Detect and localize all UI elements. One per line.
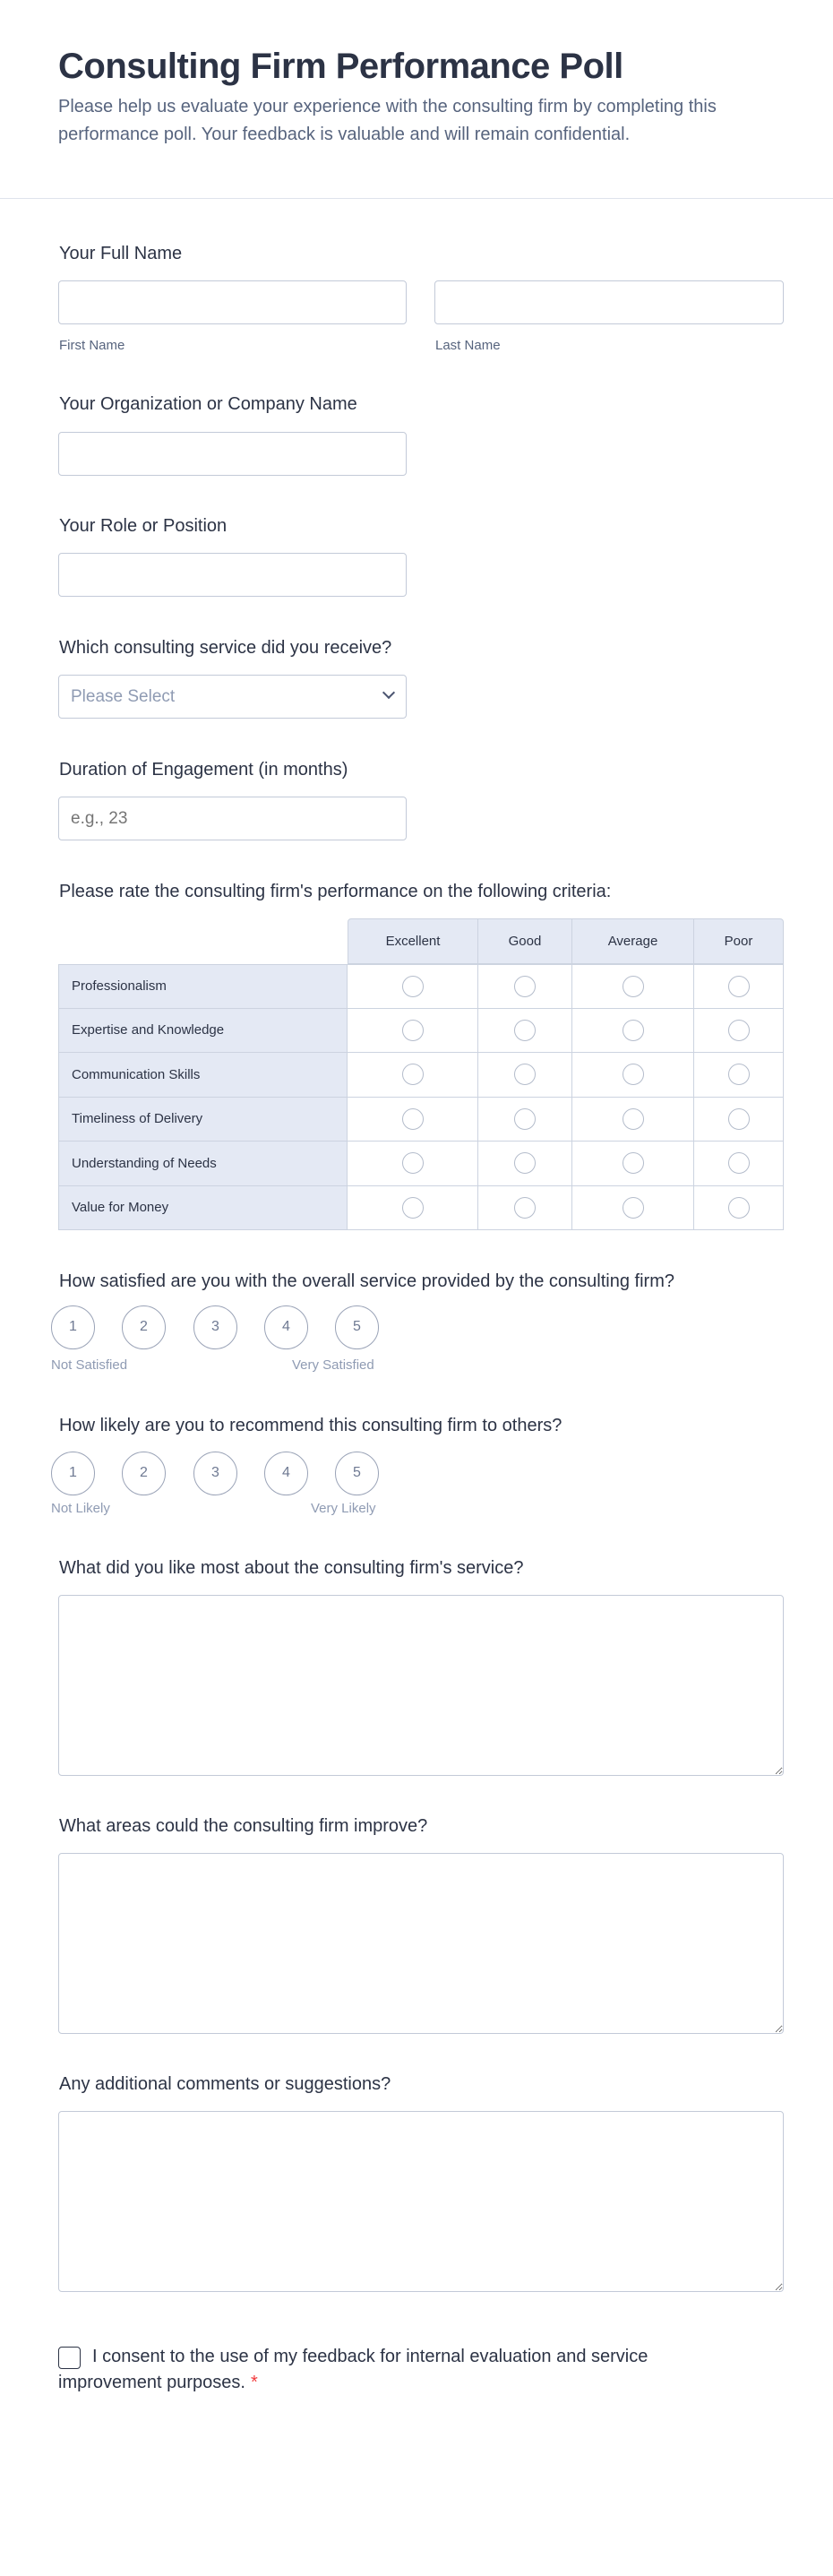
matrix-radio[interactable] [623,1108,644,1130]
matrix-row-label: Value for Money [58,1186,348,1231]
service-label: Which consulting service did you receive? [59,638,392,658]
matrix-row-label: Expertise and Knowledge [58,1009,348,1054]
matrix-col-header: Excellent [348,918,478,964]
matrix-cell [694,1009,784,1054]
organization-label: Your Organization or Company Name [59,394,357,414]
duration-label: Duration of Engagement (in months) [59,760,348,780]
comments-label: Any additional comments or suggestions? [59,2074,391,2094]
recommend-option[interactable]: 1 [51,1452,95,1495]
matrix-radio[interactable] [514,1064,536,1085]
page-description: Please help us evaluate your experience with the consulting firm by completing this performance poll. Your feedback is valuable and will remain confidential. [58,97,717,144]
matrix-radio[interactable] [728,1064,750,1085]
matrix-cell [348,1053,478,1098]
matrix-cell [572,1098,694,1142]
chevron-down-icon [382,686,395,699]
matrix-radio[interactable] [402,1020,424,1041]
recommend-option[interactable]: 2 [122,1452,166,1495]
satisfaction-label: How satisfied are you with the overall service provided by the consulting firm? [59,1271,674,1291]
required-asterisk: * [250,2373,258,2392]
matrix-cell [348,1142,478,1186]
satisfaction-high-label: Very Satisfied [292,1357,374,1373]
matrix-cell [572,1186,694,1231]
organization-input[interactable] [58,432,407,476]
first-name-input[interactable] [58,280,407,324]
matrix-col-header: Poor [694,918,784,964]
comments-textarea[interactable] [58,2111,784,2292]
matrix-radio[interactable] [402,1064,424,1085]
last-name-input[interactable] [434,280,784,324]
improve-label: What areas could the consulting firm improve? [59,1816,428,1836]
satisfaction-option[interactable]: 4 [264,1305,308,1349]
matrix-row [58,964,784,1009]
duration-input[interactable] [58,797,407,840]
matrix-cell [694,1053,784,1098]
matrix-label: Please rate the consulting firm's performance on the following criteria: [59,882,612,901]
service-select[interactable] [58,675,407,719]
matrix-radio[interactable] [514,976,536,997]
matrix-radio[interactable] [623,1064,644,1085]
matrix-radio[interactable] [514,1197,536,1219]
satisfaction-low-label: Not Satisfied [51,1357,128,1373]
matrix-radio[interactable] [728,976,750,997]
liked-label: What did you like most about the consulting firm's service? [59,1558,524,1578]
matrix-row-label: Communication Skills [58,1053,348,1098]
satisfaction-option[interactable]: 2 [122,1305,166,1349]
matrix-radio[interactable] [402,976,424,997]
matrix-radio[interactable] [514,1108,536,1130]
matrix-radio[interactable] [402,1197,424,1219]
matrix-row [58,1142,784,1186]
matrix-radio[interactable] [623,1197,644,1219]
matrix-row [58,1098,784,1142]
matrix-cell [478,1142,572,1186]
rating-matrix [58,918,784,1230]
matrix-cell [572,1053,694,1098]
consent-text: I consent to the use of my feedback for internal evaluation and service improvement purposes. [58,2347,648,2392]
matrix-radio[interactable] [623,1020,644,1041]
role-label: Your Role or Position [59,516,228,536]
full-name-label: Your Full Name [59,244,183,263]
matrix-col-header: Average [572,918,694,964]
matrix-radio[interactable] [514,1020,536,1041]
matrix-cell [694,1098,784,1142]
matrix-cell [694,1142,784,1186]
matrix-row-label: Professionalism [58,964,348,1009]
matrix-cell [694,1186,784,1231]
matrix-cell [348,1098,478,1142]
matrix-cell [572,1009,694,1054]
matrix-cell [478,1053,572,1098]
matrix-radio[interactable] [402,1108,424,1130]
matrix-radio[interactable] [623,1152,644,1174]
satisfaction-option[interactable]: 3 [193,1305,237,1349]
liked-textarea[interactable] [58,1595,784,1776]
matrix-row-label: Understanding of Needs [58,1142,348,1186]
matrix-radio[interactable] [402,1152,424,1174]
matrix-radio[interactable] [514,1152,536,1174]
matrix-cell [694,964,784,1009]
matrix-row [58,1053,784,1098]
matrix-row [58,1009,784,1054]
last-name-sublabel: Last Name [435,338,501,353]
recommend-high-label: Very Likely [311,1501,376,1516]
matrix-cell [572,1142,694,1186]
recommend-option[interactable]: 5 [335,1452,379,1495]
matrix-cell [348,1009,478,1054]
matrix-row-label: Timeliness of Delivery [58,1098,348,1142]
consent-text-block [58,2344,739,2396]
matrix-cell [478,1098,572,1142]
matrix-corner [58,918,348,964]
matrix-radio[interactable] [623,976,644,997]
matrix-cell [478,1186,572,1231]
matrix-radio[interactable] [728,1197,750,1219]
recommend-label: How likely are you to recommend this consulting firm to others? [59,1416,562,1435]
matrix-cell [478,1009,572,1054]
recommend-option[interactable]: 4 [264,1452,308,1495]
matrix-radio[interactable] [728,1108,750,1130]
first-name-sublabel: First Name [59,338,125,353]
satisfaction-option[interactable]: 1 [51,1305,95,1349]
service-selected-value: Please Select [71,687,176,706]
matrix-cell [478,964,572,1009]
matrix-col-header: Good [478,918,572,964]
matrix-radio[interactable] [728,1152,750,1174]
matrix-radio[interactable] [728,1020,750,1041]
satisfaction-option[interactable]: 5 [335,1305,379,1349]
header-divider [0,198,833,199]
recommend-option[interactable]: 3 [193,1452,237,1495]
improve-textarea[interactable] [58,1853,784,2034]
matrix-cell [348,964,478,1009]
matrix-cell [572,964,694,1009]
recommend-low-label: Not Likely [51,1501,110,1516]
matrix-cell [348,1186,478,1231]
role-input[interactable] [58,553,407,597]
matrix-row [58,1186,784,1231]
page-title: Consulting Firm Performance Poll [58,47,623,86]
